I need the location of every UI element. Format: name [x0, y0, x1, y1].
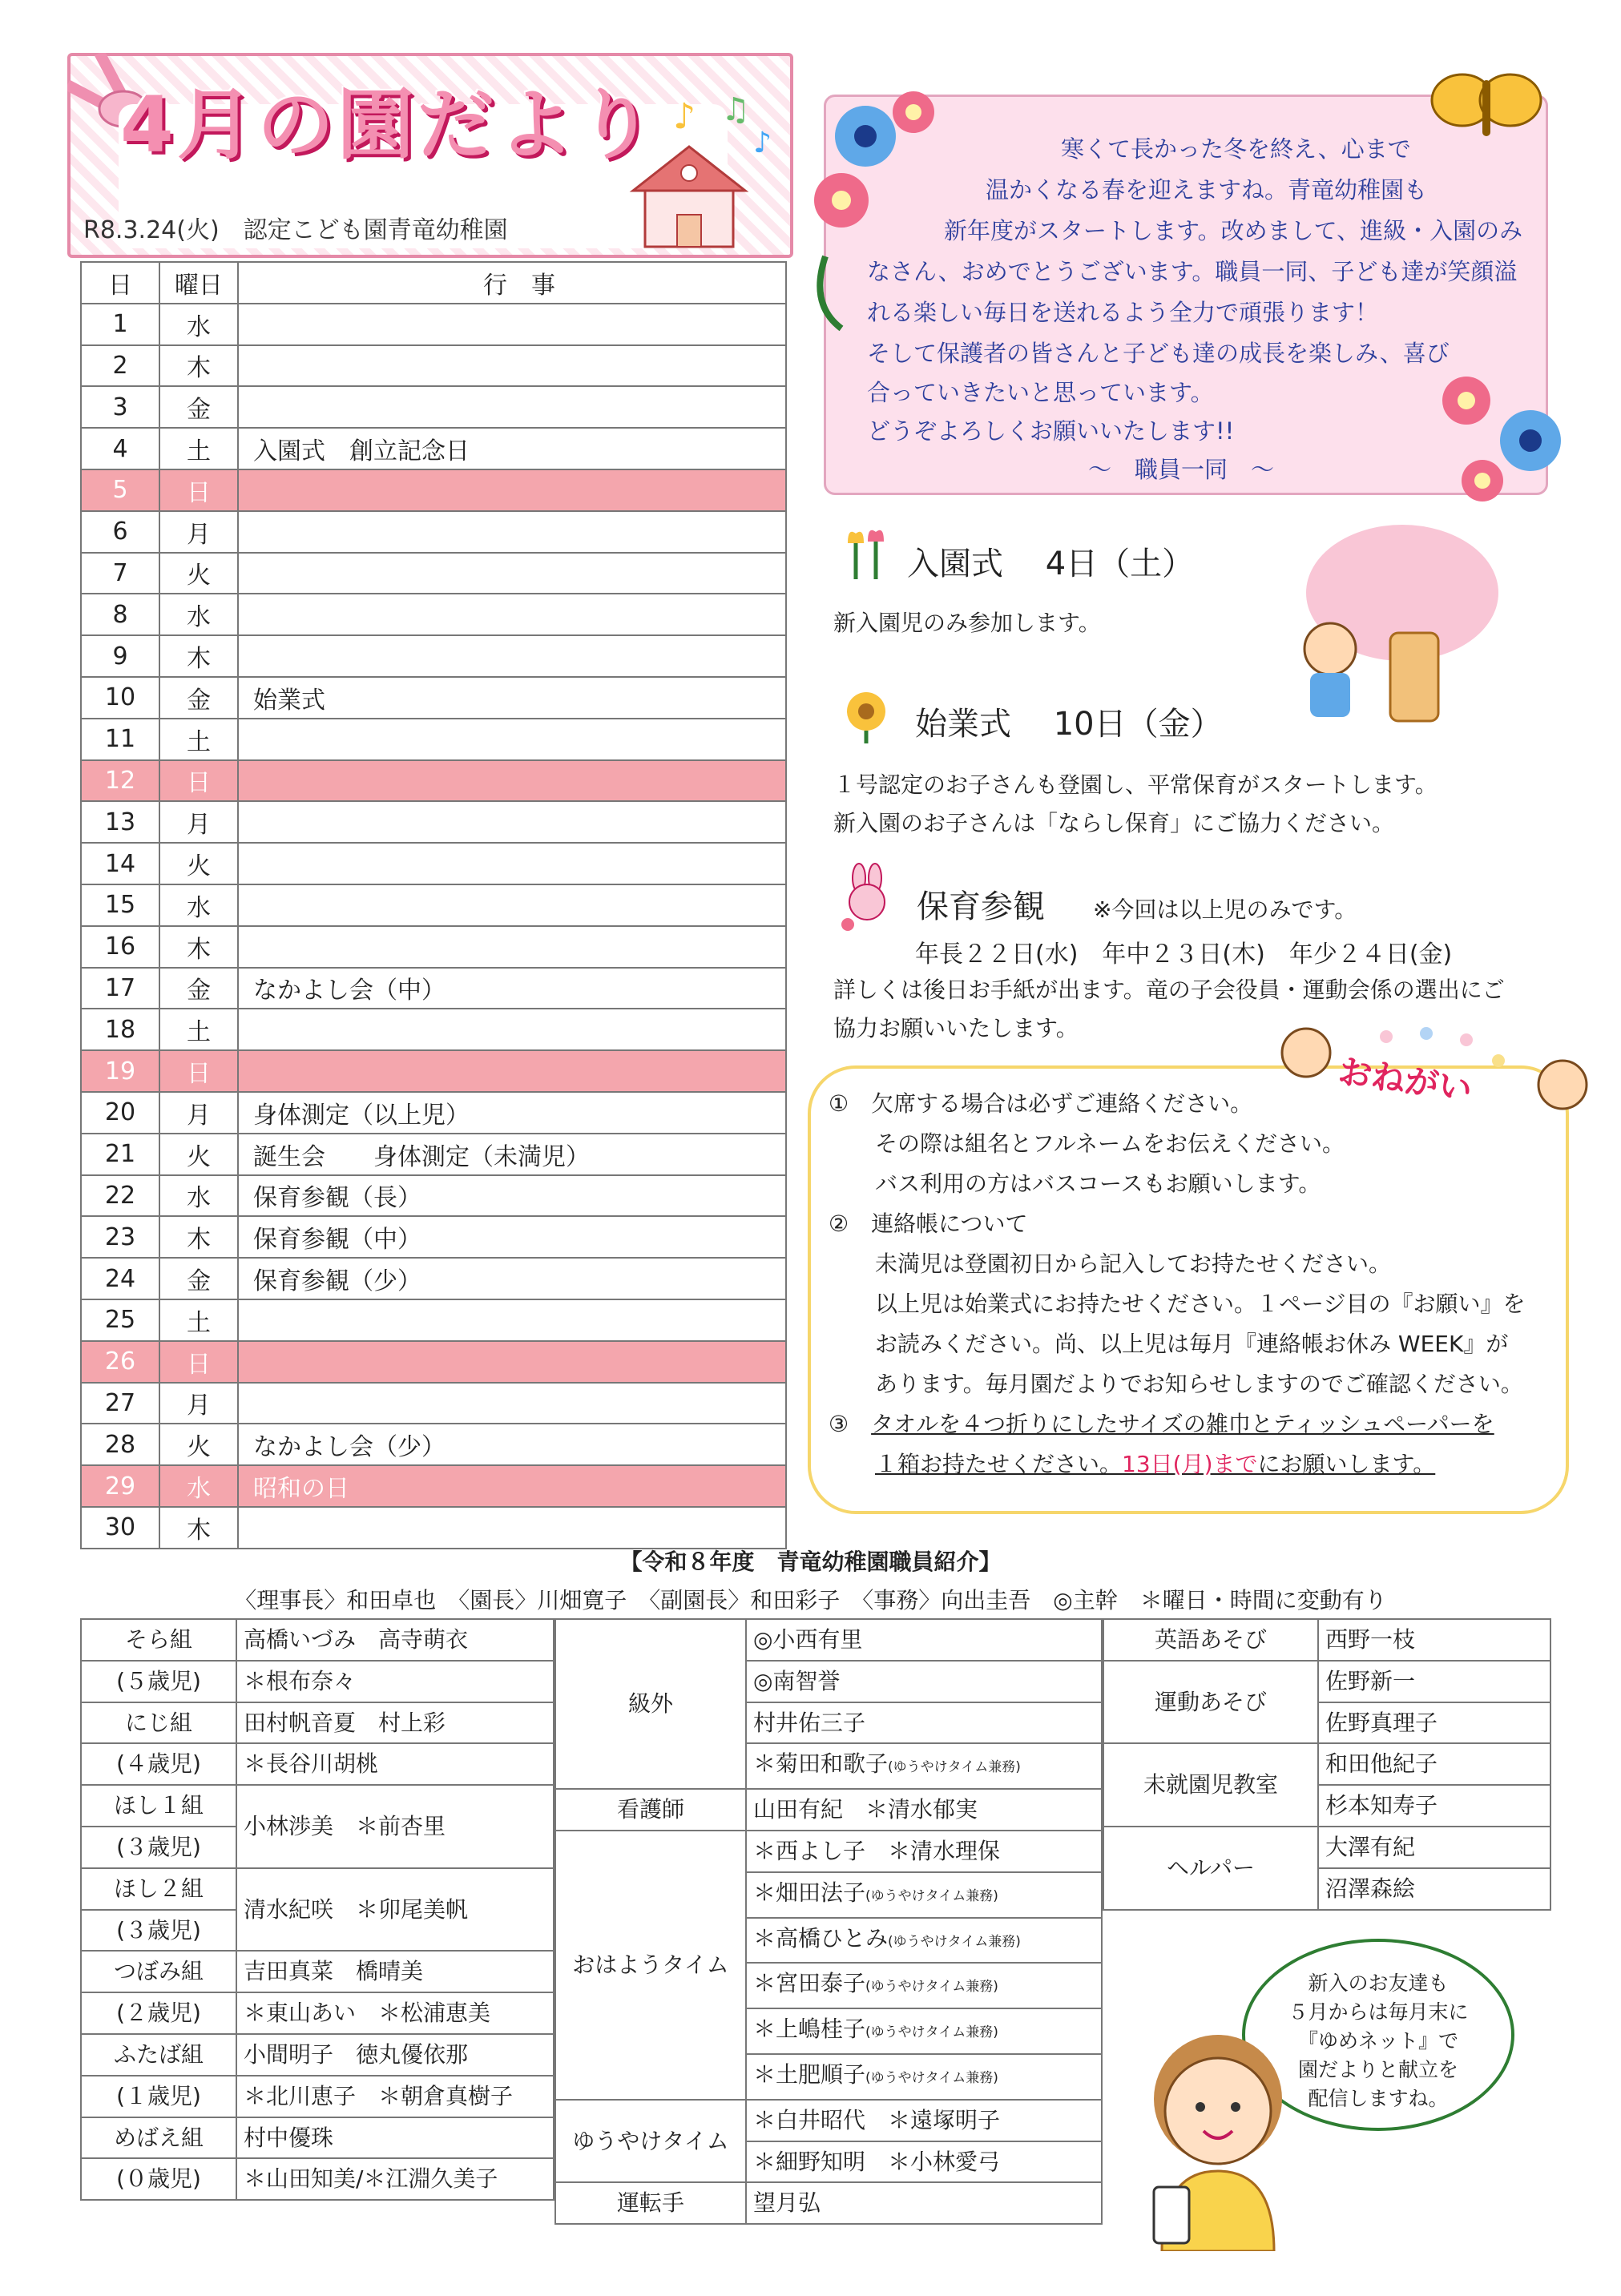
class-name: ふたば組 [81, 2034, 236, 2076]
greeting-line: なさん、おめでとうございます。職員一同、子ども達が笑顔溢 [867, 258, 1518, 285]
calendar-day: 23 [81, 1216, 159, 1258]
calendar-weekday: 土 [159, 428, 238, 469]
sunflower-icon [838, 687, 894, 743]
class-age: (３歳児) [81, 1827, 236, 1868]
newsletter-title: 4月の園だより [120, 80, 658, 170]
staff-name: ＊白井昭代 ＊遠塚明子 [746, 2100, 1102, 2141]
staff-subtitle: 〈理事長〉和田卓也 〈園長〉川畑寛子 〈副園長〉和田彩子 〈事務〉向出圭吾 ◎主幹 ＊曜日・時間に変動有り [234, 1587, 1387, 1613]
bubble-line: 配信しますね。 [1308, 2087, 1449, 2110]
calendar-row [81, 635, 786, 677]
request-line [829, 1407, 1494, 1439]
request-text: にお願いします。 [1257, 1451, 1436, 1477]
calendar-row [81, 386, 786, 428]
staff-name: 佐野新一 [1318, 1661, 1550, 1702]
staff-name [746, 1743, 1102, 1789]
staff-name: 杉本知寿子 [1318, 1785, 1550, 1827]
calendar-day: 6 [81, 511, 159, 553]
issue-date-school: R8.3.24(火) 認定こども園青竜幼稚園 [83, 216, 508, 244]
calendar-day: 29 [81, 1465, 159, 1507]
driver-label: 運転手 [555, 2182, 746, 2224]
greeting-line: どうぞよろしくお願いいたします!! [867, 417, 1235, 445]
staff-name: ＊西よし子 ＊清水理保 [746, 1831, 1102, 1872]
calendar-event [238, 345, 786, 387]
calendar-weekday: 日 [159, 1341, 238, 1383]
teacher-with-phone-icon [1130, 2011, 1322, 2251]
calendar-row [81, 884, 786, 926]
staff-note: (ゆうやけタイム兼務) [888, 1759, 1021, 1776]
class-name: ほし１組 [81, 1785, 236, 1827]
calendar-event [238, 719, 786, 760]
class-teachers: 高橋いづみ 高寺萌衣 [236, 1619, 554, 1661]
event-opening-ceremony-text: １号認定のお子さんも登園し、平常保育がスタートします。 [833, 771, 1438, 798]
class-name: にじ組 [81, 1702, 236, 1744]
kyugai-label: 級外 [555, 1619, 746, 1789]
calendar-day: 9 [81, 635, 159, 677]
request-deadline: 13日(月)まで [1122, 1451, 1258, 1477]
calendar-event [238, 553, 786, 594]
class-teachers: ＊北川恵子 ＊朝倉真樹子 [236, 2076, 554, 2117]
calendar-day: 19 [81, 1050, 159, 1092]
calendar-day: 2 [81, 345, 159, 387]
request-line: ① 欠席する場合は必ずご連絡ください。 [829, 1090, 1253, 1117]
event-observation-dates: 年長２２日(水) 年中２３日(木) 年少２４日(金) [915, 941, 1453, 969]
calendar-weekday: 月 [159, 1092, 238, 1134]
calendar-day: 4 [81, 428, 159, 469]
class-age: (２歳児) [81, 1992, 236, 2034]
calendar-row [81, 1299, 786, 1341]
calendar-weekday: 月 [159, 801, 238, 843]
calendar-row [81, 1216, 786, 1258]
calendar-event [238, 1507, 786, 1549]
calendar-row [81, 511, 786, 553]
calendar-weekday: 火 [159, 843, 238, 884]
request-line: バス利用の方はバスコースもお願いします。 [875, 1170, 1321, 1197]
sports-label: 運動あそび [1103, 1661, 1318, 1744]
calendar-event [238, 801, 786, 843]
calendar-event [238, 760, 786, 802]
request-line [875, 1447, 1435, 1479]
calendar-day: 11 [81, 719, 159, 760]
staff-note: (ゆうやけタイム兼務) [865, 1979, 998, 1996]
class-teachers: ＊東山あい ＊松浦恵美 [236, 1992, 554, 2034]
calendar-row [81, 1134, 786, 1175]
staff-name: 佐野真理子 [1318, 1702, 1550, 1744]
calendar-event [238, 1383, 786, 1424]
staff-name [746, 1963, 1102, 2008]
calendar-day: 12 [81, 760, 159, 802]
nurse-label: 看護師 [555, 1789, 746, 1831]
event-observation-title: 保育参観 [917, 888, 1045, 925]
calendar-weekday: 金 [159, 386, 238, 428]
class-teachers: 村中優珠 [236, 2117, 554, 2159]
calendar-day: 18 [81, 1009, 159, 1050]
event-observation-note: ※今回は以上児のみです。 [1093, 896, 1357, 923]
class-row [81, 1619, 554, 1661]
support-staff-table [554, 1618, 1103, 2225]
event-observation-text: 協力お願いいたします。 [833, 1015, 1079, 1041]
activity-staff-table [1103, 1618, 1551, 1911]
calendar-row [81, 1424, 786, 1465]
calendar-weekday: 木 [159, 1216, 238, 1258]
staff-name-text: ＊土肥順子 [753, 2060, 866, 2088]
calendar-weekday: 土 [159, 1299, 238, 1341]
greeting-line: 寒くて長かった冬を終え、心まで [1061, 135, 1411, 163]
calendar-event: 身体測定（以上児） [238, 1092, 786, 1134]
class-age: (０歳児) [81, 2158, 236, 2200]
class-teachers: ＊長谷川胡桃 [236, 1743, 554, 1785]
class-row [81, 2117, 554, 2159]
staff-name: ◎小西有里 [746, 1619, 1102, 1661]
calendar-weekday: 日 [159, 760, 238, 802]
calendar-row [81, 677, 786, 719]
calendar-weekday: 土 [159, 1009, 238, 1050]
calendar-weekday: 土 [159, 719, 238, 760]
calendar-row [81, 469, 786, 511]
calendar-row [81, 1258, 786, 1299]
staff-name: 和田他紀子 [1318, 1743, 1550, 1785]
bunny-icon [837, 862, 901, 934]
request-line: ② 連絡帳について [829, 1210, 1028, 1237]
col-event: 行 事 [238, 262, 786, 304]
calendar-weekday: 水 [159, 1465, 238, 1507]
calendar-weekday: 木 [159, 345, 238, 387]
calendar-weekday: 火 [159, 1424, 238, 1465]
class-row [81, 1743, 554, 1785]
staff-name [746, 2008, 1102, 2054]
staff-name: 山田有紀 ＊清水郁実 [746, 1789, 1102, 1831]
bubble-line: 『ゆめネット』で [1297, 2029, 1458, 2052]
tulip-icon [832, 519, 896, 583]
staff-name [746, 1872, 1102, 1918]
class-age: (５歳児) [81, 1661, 236, 1702]
class-row [81, 2158, 554, 2200]
calendar-event [238, 469, 786, 511]
staff-name-text: ＊畑田法子 [753, 1879, 866, 1906]
calendar-weekday: 金 [159, 968, 238, 1009]
calendar-event [238, 1299, 786, 1341]
calendar-row [81, 1341, 786, 1383]
greeting-line: 温かくなる春を迎えますね。青竜幼稚園も [986, 176, 1428, 203]
greeting-line: そして保護者の皆さんと子ども達の成長を楽しみ、喜び [867, 340, 1450, 367]
svg-text:♪: ♪ [673, 96, 696, 137]
col-weekday: 曜日 [159, 262, 238, 304]
staff-title: 【令和８年度 青竜幼稚園職員紹介】 [619, 1549, 1002, 1575]
class-staff-table [80, 1618, 554, 2201]
calendar-event: 保育参観（長） [238, 1175, 786, 1217]
calendar-event: 昭和の日 [238, 1465, 786, 1507]
calendar-row [81, 1465, 786, 1507]
calendar-day: 5 [81, 469, 159, 511]
calendar-day: 24 [81, 1258, 159, 1299]
staff-note: (ゆうやけタイム兼務) [865, 2069, 998, 2086]
calendar-weekday: 火 [159, 1134, 238, 1175]
flowers-icon-bottom [1410, 352, 1571, 513]
calendar-day: 25 [81, 1299, 159, 1341]
calendar-row [81, 1009, 786, 1050]
staff-name: 村井佑三子 [746, 1702, 1102, 1744]
class-teachers: ＊山田知美/＊江淵久美子 [236, 2158, 554, 2200]
request-line: 未満児は登園初日から記入してお持たせください。 [875, 1251, 1392, 1277]
class-row [81, 1992, 554, 2034]
staff-name: 望月弘 [746, 2182, 1102, 2224]
calendar-event [238, 843, 786, 884]
calendar-weekday: 金 [159, 677, 238, 719]
class-teachers: 吉田真菜 橋晴美 [236, 1951, 554, 1992]
calendar-day: 20 [81, 1092, 159, 1134]
staff-name-text: ＊宮田泰子 [753, 1970, 866, 1997]
calendar-event [238, 926, 786, 968]
class-teachers: 小林渉美 ＊前杏里 [236, 1785, 554, 1868]
calendar-row [81, 1092, 786, 1134]
calendar-row [81, 1050, 786, 1092]
calendar-row [81, 968, 786, 1009]
calendar-day: 14 [81, 843, 159, 884]
class-teachers: 田村帆音夏 村上彩 [236, 1702, 554, 1744]
calendar-day: 28 [81, 1424, 159, 1465]
staff-name: 西野一枝 [1318, 1619, 1550, 1661]
calendar-event [238, 1341, 786, 1383]
calendar-day: 10 [81, 677, 159, 719]
greeting-line: 合っていきたいと思っています。 [867, 379, 1214, 406]
calendar-day: 7 [81, 553, 159, 594]
calendar-event [238, 1009, 786, 1050]
calendar-body [81, 304, 786, 1549]
calendar-row [81, 1383, 786, 1424]
staff-name: ◎南智誉 [746, 1661, 1102, 1702]
calendar-row [81, 801, 786, 843]
calendar-event: 誕生会 身体測定（未満児） [238, 1134, 786, 1175]
request-line: あります。毎月園だよりでお知らせしますのでご確認ください。 [875, 1371, 1523, 1397]
calendar-day: 3 [81, 386, 159, 428]
request-number: ③ [829, 1411, 872, 1437]
class-teachers: ＊根布奈々 [236, 1661, 554, 1702]
staff-note: (ゆうやけタイム兼務) [888, 1933, 1021, 1950]
calendar-weekday: 水 [159, 304, 238, 345]
request-text: １箱お持たせください。 [875, 1451, 1123, 1477]
class-name: ほし２組 [81, 1868, 236, 1910]
calendar-weekday: 木 [159, 635, 238, 677]
calendar-weekday: 木 [159, 926, 238, 968]
class-name: めばえ組 [81, 2117, 236, 2159]
event-entrance-ceremony-text: 新入園児のみ参加します。 [833, 610, 1101, 636]
butterfly-icon [1426, 64, 1546, 152]
class-row [81, 1661, 554, 1702]
cherry-tree-children-icon [1282, 521, 1506, 729]
calendar-event: 入園式 創立記念日 [238, 428, 786, 469]
class-row [81, 2076, 554, 2117]
calendar-event [238, 594, 786, 635]
calendar-event [238, 884, 786, 926]
class-row [81, 1868, 554, 1910]
calendar-weekday: 木 [159, 1507, 238, 1549]
calendar-row [81, 428, 786, 469]
evening-time-label: ゆうやけタイム [555, 2100, 746, 2183]
calendar-event [238, 386, 786, 428]
class-name: そら組 [81, 1619, 236, 1661]
staff-name [746, 1918, 1102, 1964]
calendar-event [238, 304, 786, 345]
class-age: (３歳児) [81, 1910, 236, 1952]
onegai-heading: おねがい [1336, 1051, 1475, 1110]
class-row [81, 1951, 554, 1992]
monthly-calendar [80, 261, 787, 1549]
staff-name: 沼澤森絵 [1318, 1868, 1550, 1910]
calendar-day: 27 [81, 1383, 159, 1424]
calendar-weekday: 水 [159, 1175, 238, 1217]
calendar-row [81, 719, 786, 760]
calendar-row [81, 345, 786, 387]
bubble-line: 新入のお友達も [1308, 1972, 1449, 1995]
calendar-event [238, 511, 786, 553]
calendar-event [238, 635, 786, 677]
calendar-day: 8 [81, 594, 159, 635]
calendar-event [238, 1050, 786, 1092]
staff-name: 大澤有紀 [1318, 1827, 1550, 1868]
class-teachers: 小間明子 徳丸優依那 [236, 2034, 554, 2076]
calendar-day: 22 [81, 1175, 159, 1217]
staff-name-text: ＊菊田和歌子 [753, 1750, 889, 1778]
request-text: タオルを４つ折りにしたサイズの雑巾とティッシュペーパーを [871, 1411, 1494, 1437]
calendar-weekday: 水 [159, 594, 238, 635]
calendar-event: 保育参観（中） [238, 1216, 786, 1258]
calendar-event: なかよし会（少） [238, 1424, 786, 1465]
calendar-day: 15 [81, 884, 159, 926]
calendar-weekday: 月 [159, 511, 238, 553]
greeting-line: れる楽しい毎日を送れるよう全力で頑張ります！ [867, 299, 1379, 326]
helper-label: ヘルパー [1103, 1827, 1318, 1910]
class-age: (４歳児) [81, 1743, 236, 1785]
class-row [81, 1785, 554, 1827]
col-day: 日 [81, 262, 159, 304]
morning-time-label: おはようタイム [555, 1831, 746, 2100]
calendar-row [81, 553, 786, 594]
staff-name: ＊細野知明 ＊小林愛弓 [746, 2141, 1102, 2183]
calendar-row [81, 1175, 786, 1217]
request-line: 以上児は始業式にお持たせください。１ページ目の『お願い』を [875, 1291, 1526, 1317]
calendar-weekday: 月 [159, 1383, 238, 1424]
event-opening-ceremony-text: 新入園のお子さんは「ならし保育」にご協力ください。 [833, 810, 1395, 836]
calendar-day: 1 [81, 304, 159, 345]
calendar-day: 21 [81, 1134, 159, 1175]
calendar-row [81, 926, 786, 968]
calendar-event: なかよし会（中） [238, 968, 786, 1009]
calendar-event: 始業式 [238, 677, 786, 719]
calendar-day: 26 [81, 1341, 159, 1383]
calendar-row [81, 1507, 786, 1549]
greeting-signature: ～ 職員一同 ～ [1088, 456, 1275, 483]
staff-note: (ゆうやけタイム兼務) [865, 2024, 998, 2041]
greeting-line: 新年度がスタートします。改めまして、進級・入園のみ [944, 217, 1523, 244]
calendar-day: 17 [81, 968, 159, 1009]
event-opening-ceremony-title: 始業式 10日（金） [915, 706, 1223, 743]
english-label: 英語あそび [1103, 1619, 1318, 1661]
calendar-header-row [81, 262, 786, 304]
calendar-weekday: 水 [159, 884, 238, 926]
event-observation-text: 詳しくは後日お手紙が出ます。竜の子会役員・運動会係の選出にご [833, 977, 1505, 1003]
calendar-weekday: 火 [159, 553, 238, 594]
class-name: つぼみ組 [81, 1951, 236, 1992]
calendar-row [81, 760, 786, 802]
staff-name-text: ＊高橋ひとみ [753, 1924, 889, 1952]
class-teachers: 清水紀咲 ＊卯尾美帆 [236, 1868, 554, 1952]
preschool-label: 未就園児教室 [1103, 1743, 1318, 1827]
event-entrance-ceremony-title: 入園式 4日（土） [907, 546, 1195, 582]
class-row [81, 2034, 554, 2076]
request-line: その際は組名とフルネームをお伝えください。 [875, 1130, 1345, 1157]
calendar-day: 13 [81, 801, 159, 843]
calendar-row [81, 594, 786, 635]
calendar-day: 30 [81, 1507, 159, 1549]
staff-name-text: ＊上嶋桂子 [753, 2016, 866, 2043]
calendar-row [81, 843, 786, 884]
svg-text:♪: ♪ [753, 127, 772, 159]
staff-name [746, 2054, 1102, 2100]
request-line: お読みください。尚、以上児は毎月『連絡帳お休み WEEK』が [875, 1331, 1509, 1357]
class-age: (１歳児) [81, 2076, 236, 2117]
music-notes-icon [657, 88, 785, 160]
bubble-line: 園だよりと献立を [1297, 2058, 1458, 2081]
bubble-line: ５月からは毎月末に [1288, 2000, 1469, 2024]
calendar-day: 16 [81, 926, 159, 968]
calendar-row [81, 304, 786, 345]
class-row [81, 1702, 554, 1744]
calendar-weekday: 金 [159, 1258, 238, 1299]
calendar-event: 保育参観（少） [238, 1258, 786, 1299]
staff-note: (ゆうやけタイム兼務) [865, 1887, 998, 1904]
svg-text:♫: ♫ [721, 91, 750, 128]
calendar-weekday: 日 [159, 469, 238, 511]
calendar-weekday: 日 [159, 1050, 238, 1092]
